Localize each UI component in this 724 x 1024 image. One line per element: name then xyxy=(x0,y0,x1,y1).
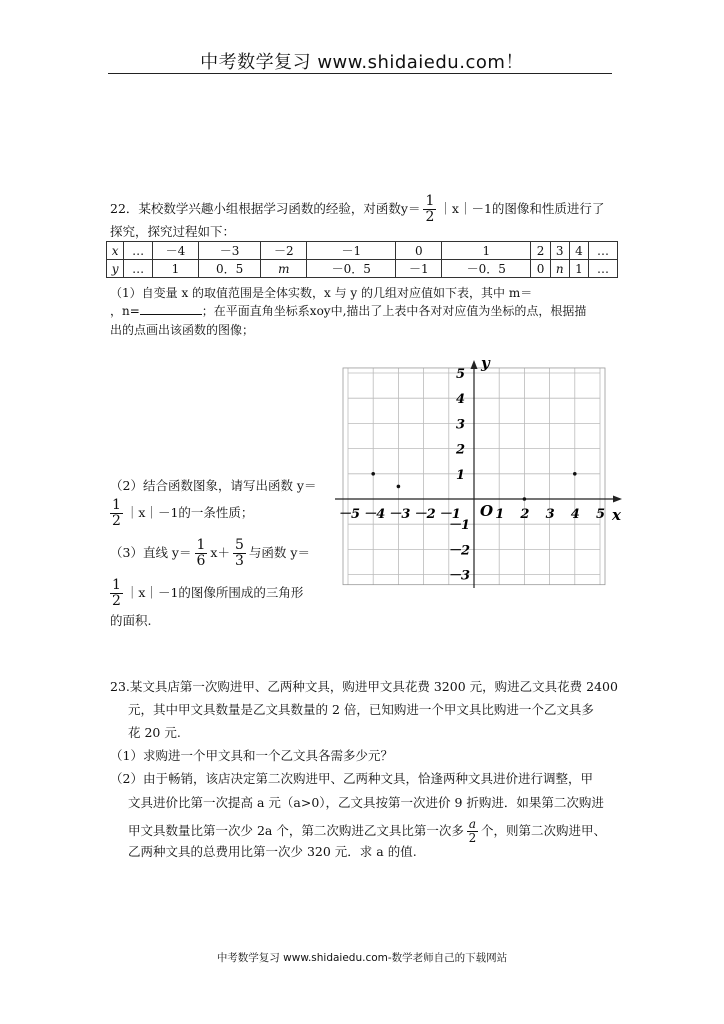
table-cell: … xyxy=(589,242,618,260)
table-cell: －1 xyxy=(396,260,442,278)
header-divider xyxy=(108,73,612,74)
q22-intro-pre: 22．某校数学兴趣小组根据学习函数的经验，对函数 xyxy=(110,201,401,216)
q22-part3-post: 与函数 y＝ xyxy=(248,545,310,560)
table-header-y: y xyxy=(107,260,124,278)
q23-part2-line4: 乙两种文具的总费用比第一次少 320 元．求 a 的值. xyxy=(128,844,417,859)
table-cell: －2 xyxy=(261,242,307,260)
q22-part2-line2 xyxy=(110,498,253,529)
x-tick-label: 2 xyxy=(520,507,530,522)
table-row-x xyxy=(107,242,618,260)
x-tick-label: 4 xyxy=(570,507,580,522)
q23-part1: （1）求购进一个甲文具和一个乙文具各需多少元？ xyxy=(110,748,393,763)
y-tick-label: －2 xyxy=(448,543,471,559)
table-cell: 3 xyxy=(550,242,569,260)
origin-label: O xyxy=(480,502,494,520)
fraction-denominator: 3 xyxy=(234,553,244,569)
x-tick-label: －3 xyxy=(388,507,411,522)
q22-part2-line1: （2）结合函数图象，请写出函数 y＝ xyxy=(110,478,317,493)
table-cell: 1 xyxy=(442,242,531,260)
fraction-denominator: 6 xyxy=(196,553,206,569)
q23-line2: 元，其中甲文具数量是乙文具数量的 2 倍，已知购进一个甲文具比购进一个乙文具多 xyxy=(128,702,594,717)
q22-part3-line1 xyxy=(110,538,310,569)
fraction-numerator: 1 xyxy=(196,537,206,553)
table-cell: m xyxy=(261,260,307,278)
plotted-point xyxy=(573,472,577,476)
y-tick-labels xyxy=(448,367,470,584)
fraction-numerator: 1 xyxy=(112,497,121,513)
q23-a-half-fraction xyxy=(467,818,478,845)
y-tick-label: 4 xyxy=(456,392,466,408)
y-tick-label: 5 xyxy=(456,367,466,382)
table-cell: 0 xyxy=(396,242,442,260)
q22-part1-line2-text: ；在平面直角坐标系xoy中,描出了上表中各对对应值为坐标的点，根据描 xyxy=(201,304,587,318)
table-cell: 0．5 xyxy=(198,260,261,278)
q23-part2-line2: 文具进价比第一次提高 a 元（a>0），乙文具按第一次进价 9 折购进．如果第二次购进 xyxy=(128,795,604,810)
value-table xyxy=(106,241,618,278)
q23-line7-post: 个，则第二次购进甲、 xyxy=(481,823,607,838)
y-tick-label: －3 xyxy=(448,568,471,584)
q22-intro xyxy=(110,194,604,225)
y-tick-label: 3 xyxy=(456,417,466,433)
q23-part2-line1: （2）由于畅销，该店决定第二次购进甲、乙两种文具，恰逢两种文具进价进行调整，甲 xyxy=(110,771,593,786)
table-cell: 1 xyxy=(569,260,588,278)
plotted-point xyxy=(523,497,527,501)
q22-part1-n-label: ，n= xyxy=(110,304,140,318)
q22-intro-line2: 探究，探究过程如下： xyxy=(110,224,236,239)
q23-part2-line3 xyxy=(128,818,606,845)
page-header-title: 中考数学复习 www.shidaiedu.com！ xyxy=(200,52,524,73)
fraction-denominator: 2 xyxy=(112,593,121,609)
table-cell: 0 xyxy=(531,260,550,278)
table-cell: －3 xyxy=(198,242,261,260)
fraction-numerator: 1 xyxy=(112,577,121,593)
q22-half-fraction xyxy=(423,194,436,225)
table-header-x: x xyxy=(107,242,124,260)
table-cell: 1 xyxy=(153,260,199,278)
q22-part3-half-fraction xyxy=(110,578,123,609)
table-cell: … xyxy=(124,260,153,278)
q22-part3-fivethird-fraction xyxy=(233,538,246,569)
fraction-denominator: 2 xyxy=(425,209,435,225)
table-cell: －0．5 xyxy=(307,260,396,278)
plotted-point xyxy=(371,472,375,476)
table-cell: －0．5 xyxy=(442,260,531,278)
x-tick-label: 1 xyxy=(495,507,505,522)
page-footer: 中考数学复习 www.shidaiedu.com-数学老师自己的下载网站 xyxy=(216,952,508,964)
table-cell: 2 xyxy=(531,242,550,260)
y-tick-label: 1 xyxy=(456,467,466,483)
x-tick-label: －4 xyxy=(363,507,386,522)
coordinate-graph xyxy=(330,355,630,595)
q22-part3-line2 xyxy=(110,578,303,609)
table-cell: 4 xyxy=(569,242,588,260)
plotted-point xyxy=(397,485,401,489)
q22-y-eq: y＝ xyxy=(400,201,421,216)
x-tick-label: －5 xyxy=(338,507,361,522)
x-axis-arrow-icon xyxy=(613,496,622,503)
q22-part3-text: ｜x｜－1的图像所围成的三角形 xyxy=(125,585,304,600)
table-cell: … xyxy=(124,242,153,260)
q22-part2-text: ｜x｜－1的一条性质； xyxy=(125,505,254,520)
fraction-denominator: 2 xyxy=(468,831,477,845)
y-axis-label: y xyxy=(481,355,490,372)
q22-part1-line1: （1）自变量 x 的取值范围是全体实数，x 与 y 的几组对应值如下表，其中 m＝ xyxy=(110,286,533,300)
x-tick-label: 5 xyxy=(596,507,606,522)
fraction-numerator: a xyxy=(468,817,477,831)
x-axis-label: x xyxy=(612,506,621,524)
q22-part3-mid: x＋ xyxy=(210,545,230,560)
q23-line3: 花 20 元. xyxy=(128,725,181,740)
q22-part3-sixth-fraction xyxy=(195,538,208,569)
x-tick-labels xyxy=(338,507,605,522)
y-tick-label: －1 xyxy=(448,518,471,534)
q22-part1-line3: 出的点画出该函数的图像； xyxy=(110,323,255,337)
x-tick-label: －1 xyxy=(438,507,461,522)
q23-line1: 23.某文具店第一次购进甲、乙两种文具，购进甲文具花费 3200 元，购进乙文具花费 2400 xyxy=(110,679,618,694)
y-axis-arrow-icon xyxy=(471,360,478,369)
answer-blank[interactable] xyxy=(140,302,202,315)
q22-intro-post: ｜x｜－1的图像和性质进行了 xyxy=(439,201,605,216)
fraction-denominator: 2 xyxy=(112,513,121,529)
table-cell: n xyxy=(550,260,569,278)
table-cell: －1 xyxy=(307,242,396,260)
x-tick-label: 3 xyxy=(545,507,555,522)
q22-part3-pre: （3）直线 y＝ xyxy=(110,545,192,560)
q22-part1-line2 xyxy=(110,302,586,320)
fraction-numerator: 1 xyxy=(425,193,435,209)
q23-line7-pre: 甲文具数量比第一次少 2a 个，第二次购进乙文具比第一次多 xyxy=(128,823,464,838)
table-cell: … xyxy=(589,260,618,278)
q22-part2-half-fraction xyxy=(110,498,123,529)
table-cell: －4 xyxy=(153,242,199,260)
q22-part3-line3: 的面积. xyxy=(110,613,152,628)
y-tick-label: 2 xyxy=(456,442,466,458)
table-row-y xyxy=(107,260,618,278)
fraction-numerator: 5 xyxy=(234,537,244,553)
x-tick-label: －2 xyxy=(413,507,436,522)
